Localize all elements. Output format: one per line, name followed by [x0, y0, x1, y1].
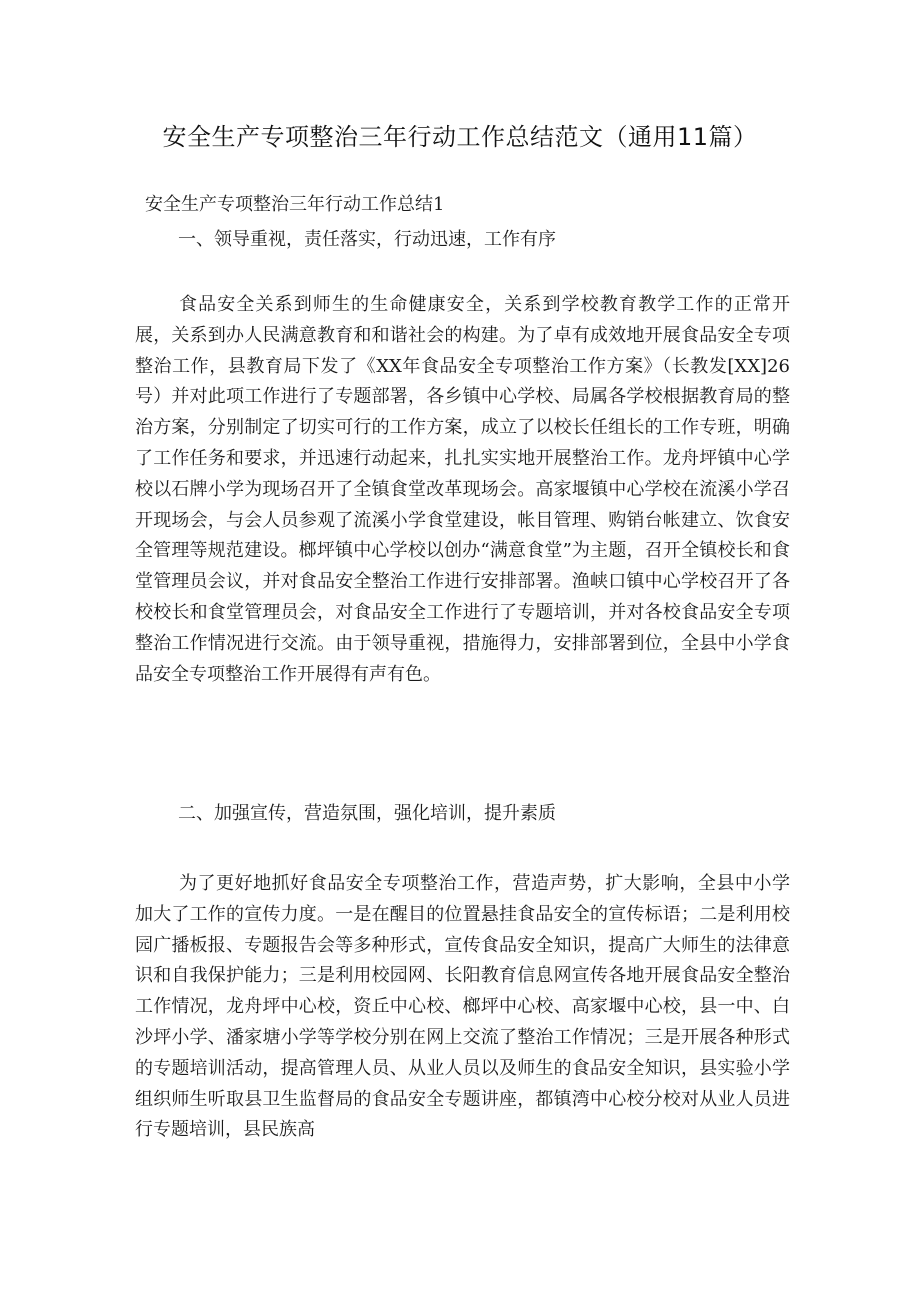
section-heading-2: 二、加强宣传，营造氛围，强化培训，提升素质: [178, 803, 556, 824]
paragraph-2: 为了更好地抓好食品安全专项整治工作，营造声势，扩大影响，全县中小学加大了工作的宣传力度。一是在醒目的位置悬挂食品安全的宣传标语；二是利用校园广播板报、专题报告会等多种形式，宣传食品安全知识，提高广大师生的法律意识和自我保护能力；三是利用校园网、长阳教育信息网宣传各地开展食品安全整治工作情况，龙舟坪中心校，资丘中心校、榔坪中心校、高家堰中心校，县一中、白沙坪小学、潘家塘小学等学校分别在网上交流了整治工作情况；三是开展各种形式的专题培训活动，提高管理人员、从业人员以及师生的食品安全知识，县实验小学组织师生听取县卫生监督局的食品安全专题讲座，都镇湾中心校分校对从业人员进行专题培训，县民族高: [135, 873, 790, 1141]
section-subtitle: 安全生产专项整治三年行动工作总结1: [145, 194, 445, 215]
document-title: 安全生产专项整治三年行动工作总结范文（通用11篇）: [162, 123, 758, 151]
paragraph-1: 食品安全关系到师生的生命健康安全，关系到学校教育教学工作的正常开展，关系到办人民满意教育和和谐社会的构建。为了卓有成效地开展食品安全专项整治工作，县教育局下发了《XX年食品安全专项整治工作方案》（长教发[XX]26号）并对此项工作进行了专题部署，各乡镇中心学校、局属各学校根据教育局的整治方案，分别制定了切实可行的工作方案，成立了以校长任组长的工作专班，明确了工作任务和要求，并迅速行动起来，扎扎实实地开展整治工作。龙舟坪镇中心学校以石牌小学为现场召开了全镇食堂改革现场会。高家堰镇中心学校在流溪小学召开现场会，与会人员参观了流溪小学食堂建设，帐目管理、购销台帐建立、饮食安全管理等规范建设。榔坪镇中心学校以创办“满意食堂”为主题，召开全镇校长和食堂管理员会议，并对食品安全整治工作进行安排部署。渔峡口镇中心学校召开了各校校长和食堂管理员会，对食品安全工作进行了专题培训，并对各校食品安全专项整治工作情况进行交流。由于领导重视，措施得力，安排部署到位，全县中小学食品安全专项整治工作开展得有声有色。: [135, 294, 790, 685]
section-heading-1: 一、领导重视，责任落实，行动迅速，工作有序: [178, 229, 556, 250]
